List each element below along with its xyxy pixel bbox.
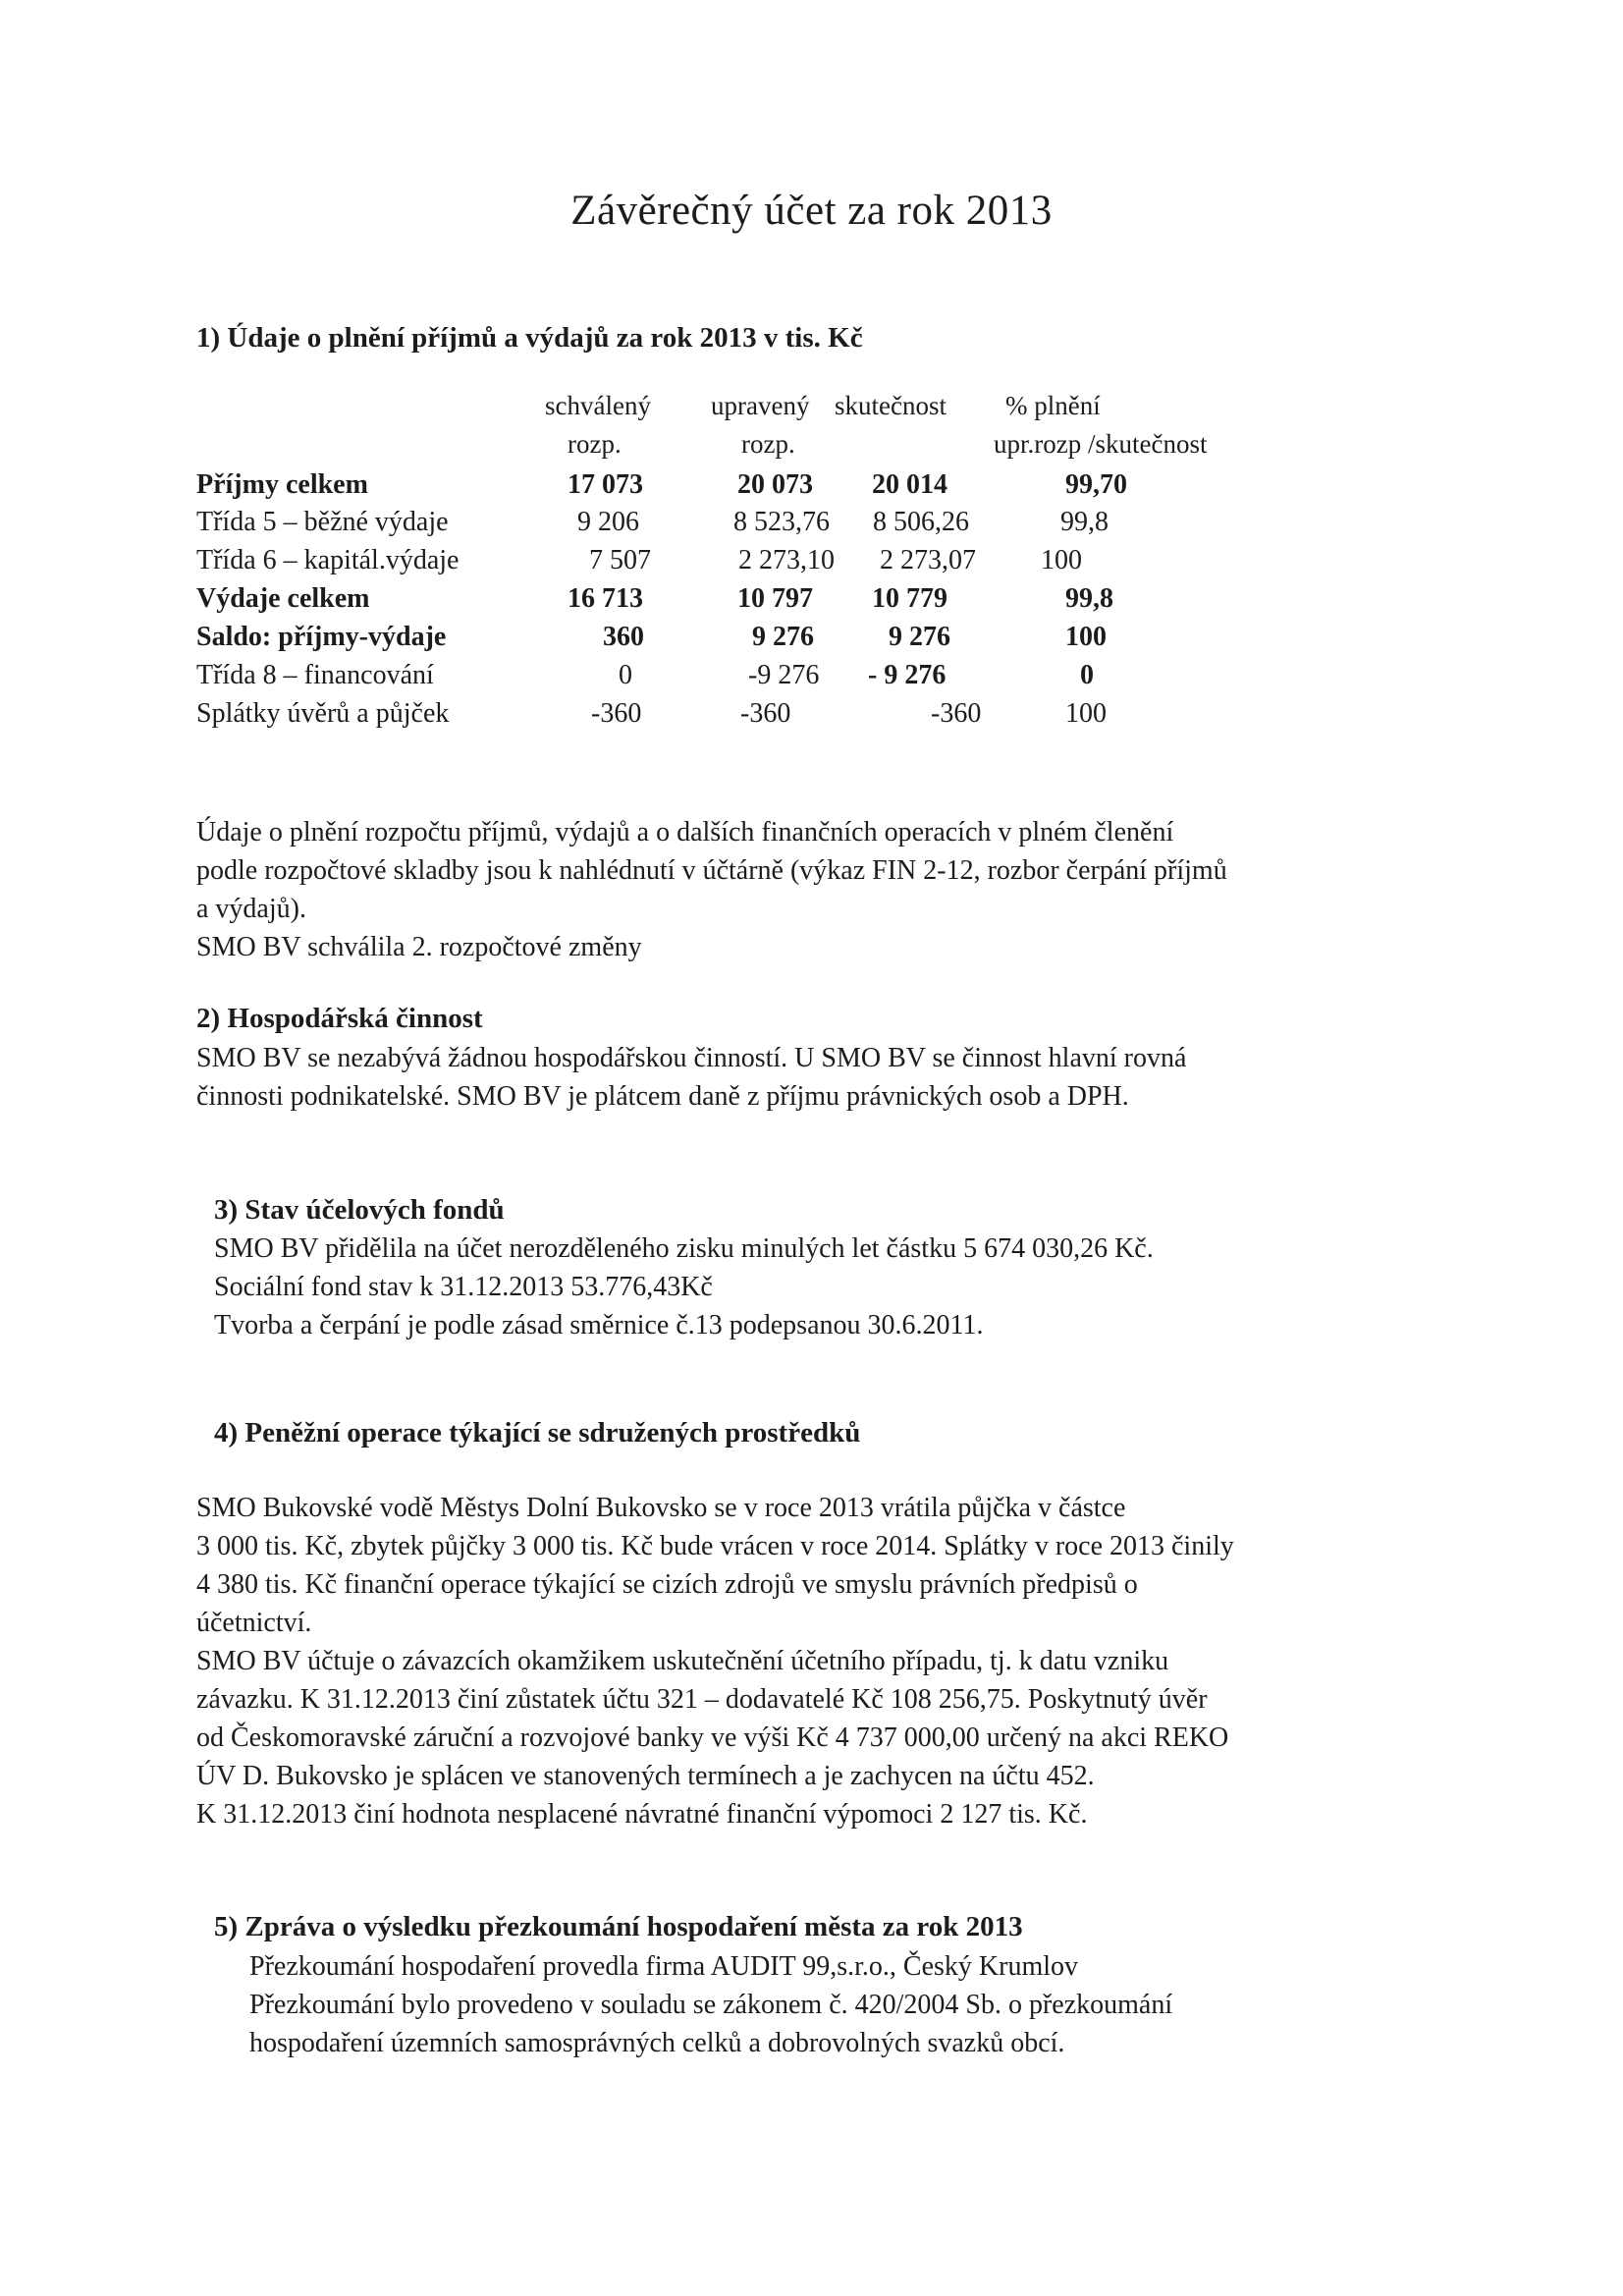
row-value: -360	[740, 698, 791, 729]
row-label-class-8: Třída 8 – financování	[196, 660, 434, 690]
table-subheader-percent: upr.rozp /skutečnost	[994, 429, 1208, 459]
text-line: Přezkoumání bylo provedeno v souladu se zákonem č. 420/2004 Sb. o přezkoumání	[249, 1990, 1173, 2020]
row-value: 0	[1080, 660, 1094, 690]
section-5-text	[249, 1947, 1172, 2062]
text-line: Tvorba a čerpání je podle zásad směrnice č.13 podepsanou 30.6.2011.	[214, 1310, 984, 1340]
section-3-heading: 3) Stav účelových fondů	[214, 1194, 505, 1226]
text-line: podle rozpočtové skladby jsou k nahlédnutí v účtárně (výkaz FIN 2-12, rozbor čerpání příjmů	[196, 855, 1227, 886]
text-line: od Českomoravské záruční a rozvojové banky ve výši Kč 4 737 000,00 určený na akci REKO	[196, 1722, 1229, 1753]
section-3-text	[214, 1230, 1154, 1344]
row-value: 20 014	[872, 469, 947, 500]
row-value: 16 713	[568, 583, 643, 614]
row-value: 99,70	[1065, 469, 1127, 500]
table-header-approved: schválený	[545, 391, 651, 420]
row-value: 9 276	[889, 622, 950, 652]
text-line: SMO Bukovské vodě Městys Dolní Bukovsko se v roce 2013 vrátila půjčka v částce	[196, 1493, 1126, 1523]
section-4-heading: 4) Peněžní operace týkající se sdružených prostředků	[214, 1417, 861, 1449]
row-value: 10 797	[737, 583, 813, 614]
row-value: - 9 276	[868, 660, 947, 690]
row-value: 100	[1041, 545, 1082, 575]
row-value: 20 073	[737, 469, 813, 500]
row-value: -360	[591, 698, 642, 729]
text-line: 4 380 tis. Kč finanční operace týkající se cizích zdrojů ve smyslu právních předpisů o	[196, 1569, 1138, 1600]
text-line: ÚV D. Bukovsko je splácen ve stanovených termínech a je zachycen na účtu 452.	[196, 1761, 1095, 1791]
row-label-income-total: Příjmy celkem	[196, 469, 368, 500]
row-label-balance: Saldo: příjmy-výdaje	[196, 622, 447, 652]
document-title: Závěrečný účet za rok 2013	[570, 188, 1053, 234]
text-line: SMO BV přidělila na účet nerozděleného zisku minulých let částku 5 674 030,26 Kč.	[214, 1233, 1154, 1264]
section-4-text	[196, 1489, 1234, 1833]
table-header-percent: % plnění	[1005, 391, 1101, 420]
row-value: 9 206	[577, 507, 639, 537]
row-value: -360	[931, 698, 982, 729]
row-label-class-5: Třída 5 – běžné výdaje	[196, 507, 449, 537]
row-value: 360	[603, 622, 644, 652]
row-label-loan-repayments: Splátky úvěrů a půjček	[196, 698, 450, 729]
row-value: 0	[619, 660, 632, 690]
table-subheader-approved: rozp.	[568, 429, 622, 459]
text-line: Přezkoumání hospodaření provedla firma AUDIT 99,s.r.o., Český Krumlov	[249, 1951, 1079, 1982]
row-value: 2 273,10	[738, 545, 835, 575]
text-line: 3 000 tis. Kč, zbytek půjčky 3 000 tis. Kč bude vrácen v roce 2014. Splátky v roce 2013 činily	[196, 1531, 1234, 1561]
section-1-heading: 1) Údaje o plnění příjmů a výdajů za rok 2013 v tis. Kč	[196, 322, 863, 354]
row-value: 100	[1065, 622, 1107, 652]
row-label-expense-total: Výdaje celkem	[196, 583, 370, 614]
row-value: 8 506,26	[873, 507, 969, 537]
text-line: SMO BV účtuje o závazcích okamžikem uskutečnění účetního případu, tj. k datu vzniku	[196, 1646, 1169, 1676]
text-line: Sociální fond stav k 31.12.2013 53.776,43Kč	[214, 1272, 713, 1302]
table-header-adjusted: upravený	[711, 391, 810, 420]
text-line: a výdajů).	[196, 894, 306, 924]
row-value: 2 273,07	[880, 545, 976, 575]
row-value: 99,8	[1060, 507, 1109, 537]
section-2-text	[196, 1039, 1186, 1116]
row-value: 100	[1065, 698, 1107, 729]
text-line: činnosti podnikatelské. SMO BV je plátcem daně z příjmu právnických osob a DPH.	[196, 1081, 1129, 1112]
text-line: Údaje o plnění rozpočtu příjmů, výdajů a o dalších finančních operacích v plném členění	[196, 817, 1174, 847]
row-value: 17 073	[568, 469, 643, 500]
text-line: hospodaření územních samosprávných celků a dobrovolných svazků obcí.	[249, 2028, 1065, 2058]
text-line: K 31.12.2013 činí hodnota nesplacené návratné finanční výpomoci 2 127 tis. Kč.	[196, 1799, 1088, 1830]
row-value: 8 523,76	[733, 507, 830, 537]
text-line: účetnictví.	[196, 1608, 312, 1638]
row-value: -9 276	[748, 660, 820, 690]
text-line: závazku. K 31.12.2013 činí zůstatek účtu 321 – dodavatelé Kč 108 256,75. Poskytnutý úvěr	[196, 1684, 1208, 1715]
row-label-class-6: Třída 6 – kapitál.výdaje	[196, 545, 460, 575]
section-2-heading: 2) Hospodářská činnost	[196, 1003, 483, 1034]
row-value: 10 779	[872, 583, 947, 614]
row-value: 9 276	[752, 622, 814, 652]
section-5-heading: 5) Zpráva o výsledku přezkoumání hospodaření města za rok 2013	[214, 1911, 1023, 1942]
row-value: 7 507	[589, 545, 651, 575]
table-subheader-adjusted: rozp.	[741, 429, 795, 459]
section-1-note	[196, 813, 1227, 966]
table-header-actual: skutečnost	[835, 391, 947, 420]
text-line: SMO BV se nezabývá žádnou hospodářskou činností. U SMO BV se činnost hlavní rovná	[196, 1043, 1187, 1073]
row-value: 99,8	[1065, 583, 1113, 614]
text-line: SMO BV schválila 2. rozpočtové změny	[196, 932, 642, 962]
